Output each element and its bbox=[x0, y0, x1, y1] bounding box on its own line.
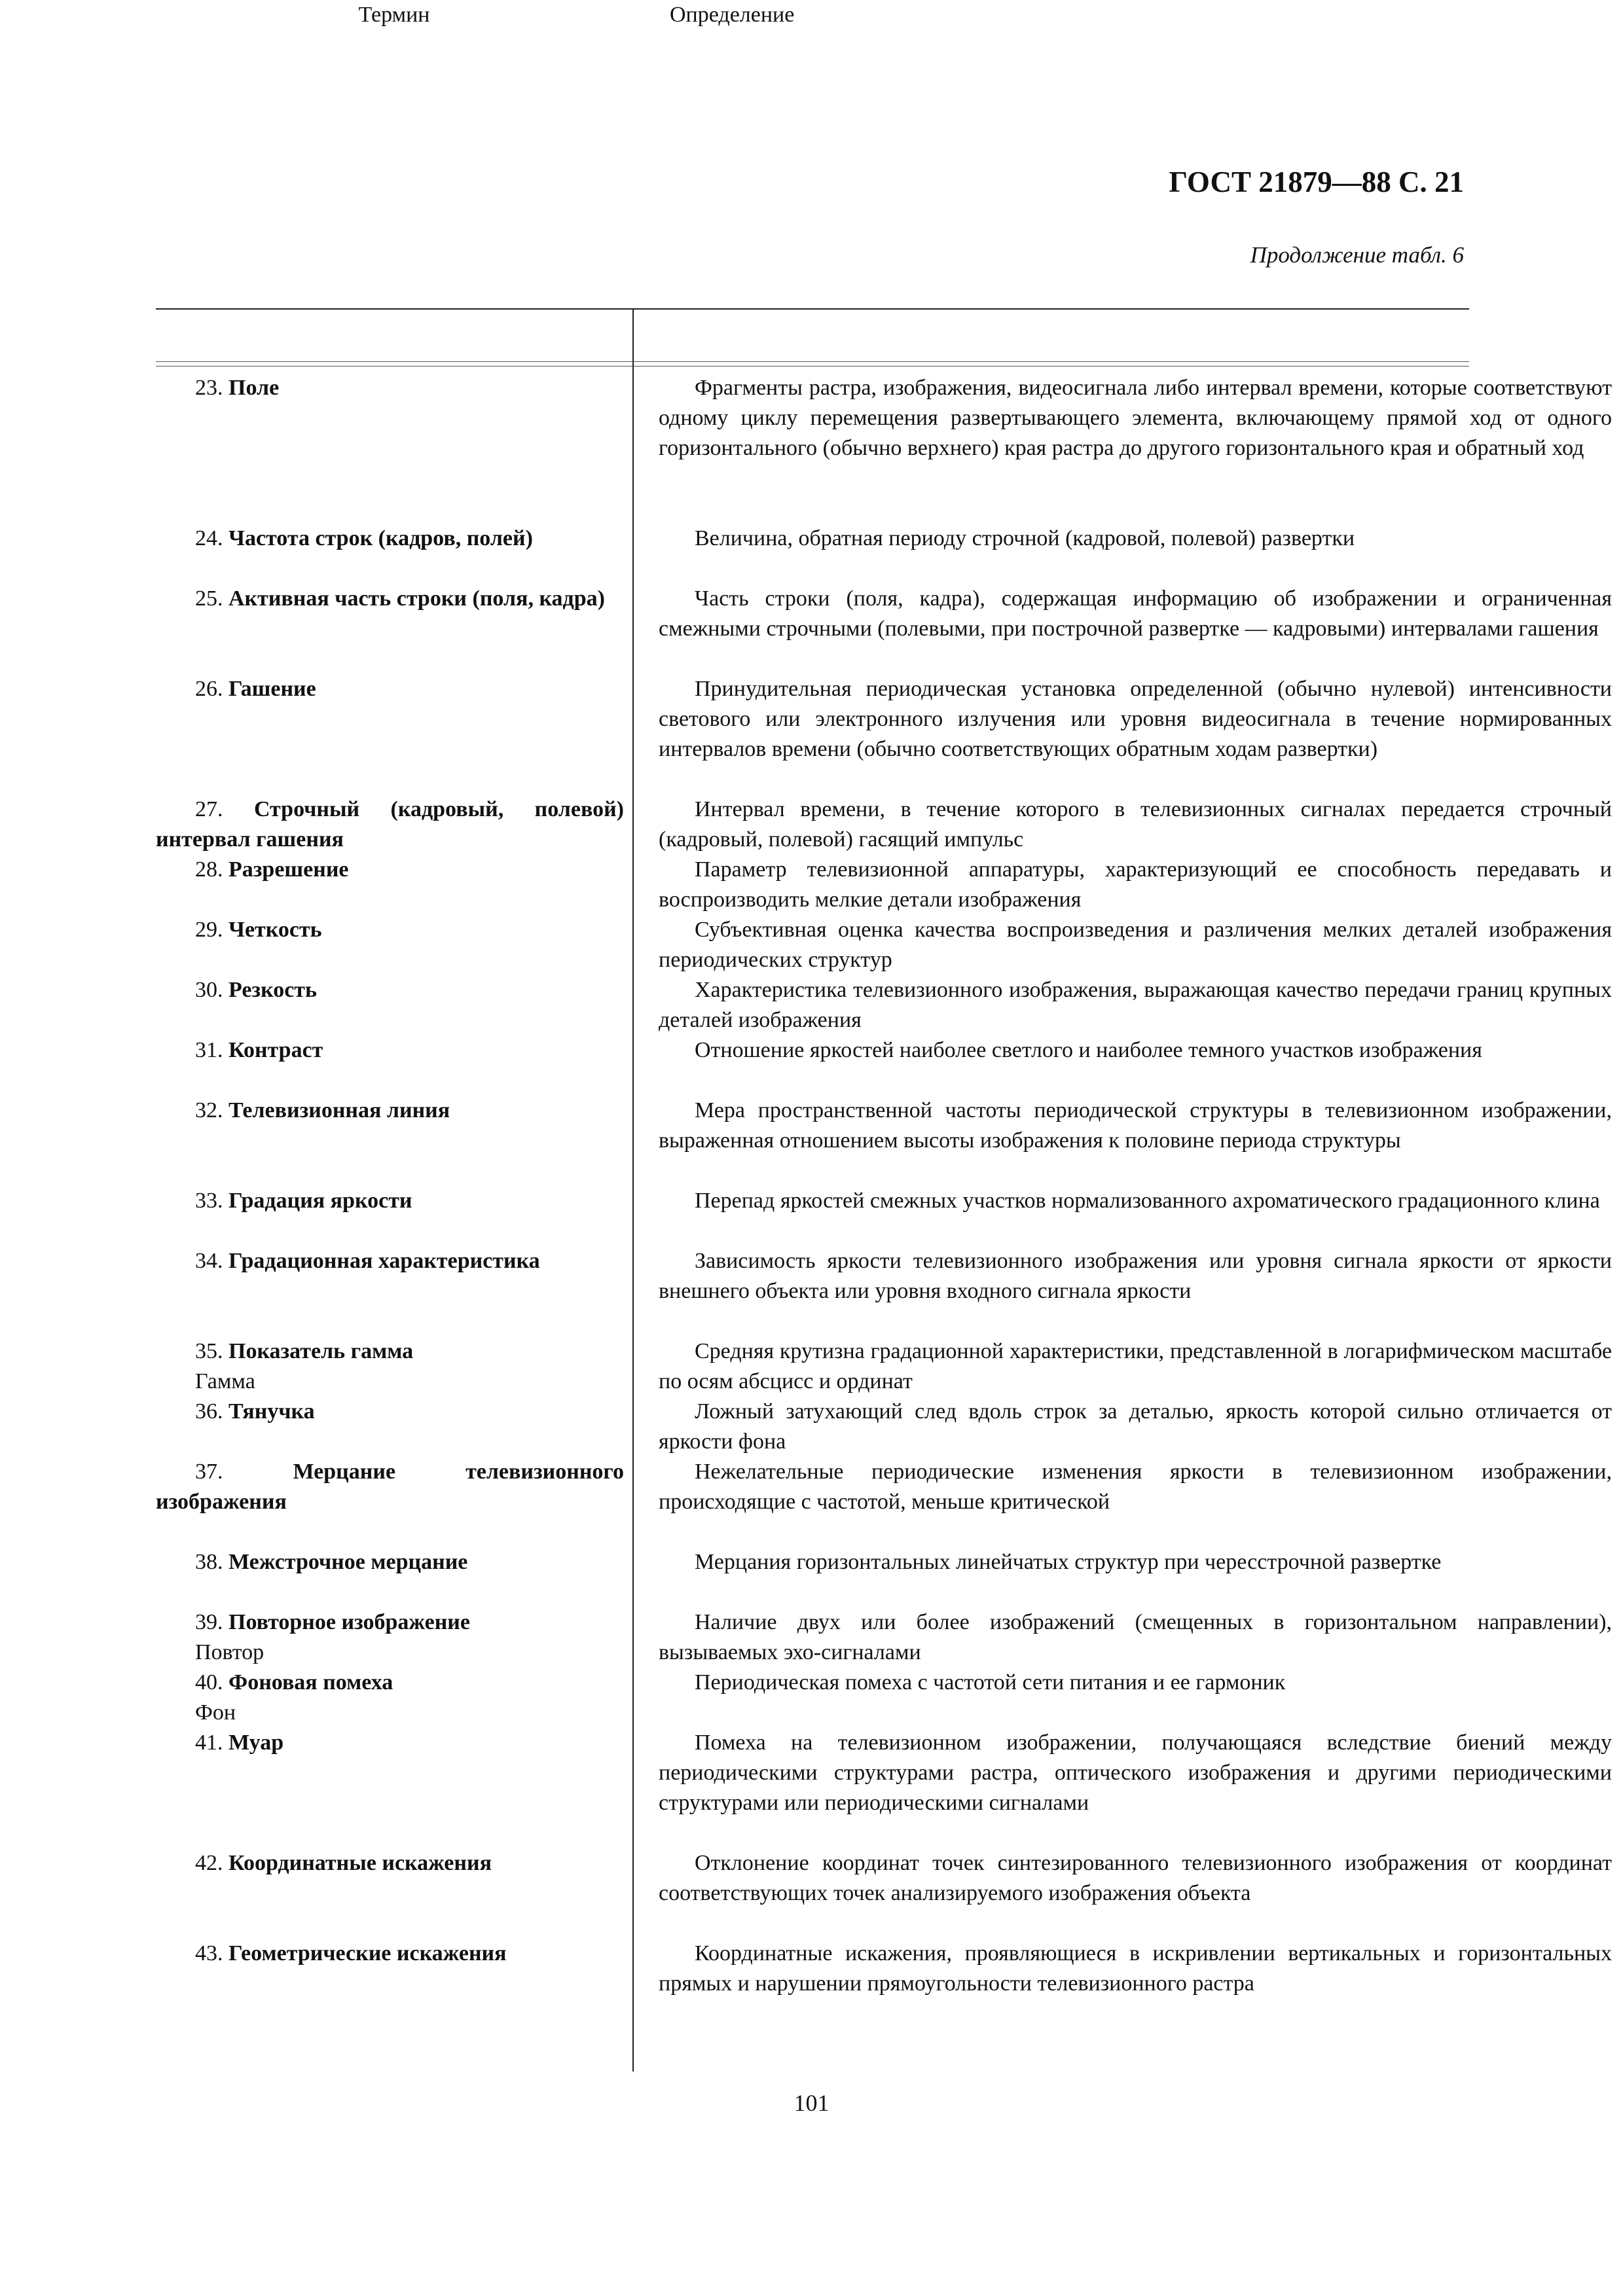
term-name: Четкость bbox=[228, 918, 322, 942]
term-number: 40. bbox=[195, 1670, 223, 1695]
definition-cell: Отношение яркостей наиболее светлого и наиболее темного участков изображения bbox=[695, 1038, 1482, 1062]
term-number: 28. bbox=[195, 857, 223, 882]
table-header-rule bbox=[156, 361, 1469, 362]
term-number: 34. bbox=[195, 1249, 223, 1273]
table-row bbox=[156, 1246, 1612, 1336]
term-name: Повторное изображение bbox=[228, 1610, 470, 1634]
term-name: Геометрические искажения bbox=[228, 1941, 507, 1965]
term-number: 29. bbox=[195, 918, 223, 942]
term-cell bbox=[156, 373, 624, 403]
table-row bbox=[156, 1939, 1612, 2029]
term-name: Фоновая помеха bbox=[228, 1670, 393, 1695]
term-cell bbox=[156, 975, 624, 1005]
term-name: Разрешение bbox=[228, 857, 349, 882]
table-row bbox=[156, 1457, 1612, 1547]
term-cell bbox=[156, 1728, 624, 1758]
table-row bbox=[156, 1397, 1612, 1457]
term-cell bbox=[156, 1397, 624, 1427]
term-synonym: Гамма bbox=[195, 1369, 255, 1393]
term-number: 23. bbox=[195, 376, 223, 400]
term-cell bbox=[156, 1939, 624, 1969]
table-row bbox=[156, 1096, 1612, 1186]
table-top-rule bbox=[156, 308, 1469, 310]
term-number: 33. bbox=[195, 1189, 223, 1213]
term-cell bbox=[156, 1607, 624, 1668]
definition-cell: Помеха на телевизионном изображении, получающаяся вследствие биений между периодическими структурами растра, оптического изображения и другими периодическими структурами или периодическими сигналами bbox=[659, 1731, 1612, 1815]
term-cell bbox=[156, 1336, 624, 1397]
term-name: Межстрочное мерцание bbox=[228, 1550, 468, 1574]
table-row bbox=[156, 915, 1612, 975]
term-number: 35. bbox=[195, 1339, 223, 1363]
term-cell bbox=[156, 1096, 624, 1126]
definition-cell: Величина, обратная периоду строчной (кадровой, полевой) развертки bbox=[695, 526, 1355, 550]
term-name: Тянучка bbox=[228, 1399, 315, 1424]
table-row bbox=[156, 1336, 1612, 1397]
term-number: 30. bbox=[195, 978, 223, 1002]
table-row bbox=[156, 524, 1469, 584]
term-cell bbox=[156, 1246, 624, 1276]
table-row bbox=[156, 1035, 1482, 1096]
definition-cell: Ложный затухающий след вдоль строк за деталью, яркость которой сильно отличается от яркости фона bbox=[659, 1399, 1612, 1454]
term-cell bbox=[156, 1035, 624, 1066]
term-cell bbox=[156, 524, 624, 554]
term-number: 27. bbox=[195, 797, 223, 821]
table-row bbox=[156, 674, 1612, 795]
column-header-definition: Определение bbox=[670, 3, 795, 27]
definition-cell: Мера пространственной частоты периодической структуры в телевизионном изображении, выраженная отношением высоты изображения к половине периода структуры bbox=[659, 1098, 1612, 1153]
term-name: Муар bbox=[228, 1731, 284, 1755]
definition-cell: Наличие двух или более изображений (смещенных в горизонтальном направлении), вызываемых эхо-сигналами bbox=[659, 1610, 1612, 1664]
term-number: 42. bbox=[195, 1851, 223, 1875]
table-header-rule-double bbox=[156, 366, 1469, 367]
definition-cell: Часть строки (поля, кадра), содержащая информацию об изображении и ограниченная смежными строчными (полевыми, при построчной развертке — кадровыми) интервалами гашения bbox=[659, 586, 1612, 641]
term-name: Частота строк (кадров, полей) bbox=[228, 526, 533, 550]
definition-cell: Средняя крутизна градационной характеристики, представленной в логарифмическом масштабе по осям абсцисс и ординат bbox=[659, 1339, 1612, 1393]
term-name: Градация яркости bbox=[228, 1189, 412, 1213]
definition-cell: Перепад яркостей смежных участков нормализованного ахроматического градационного клина bbox=[695, 1189, 1600, 1213]
term-number: 31. bbox=[195, 1038, 223, 1062]
term-name: Строчный (кадровый, полевой) интервал гашения bbox=[156, 797, 625, 852]
term-cell bbox=[156, 674, 624, 704]
term-number: 32. bbox=[195, 1098, 223, 1122]
definition-cell: Фрагменты растра, изображения, видеосигнала либо интервал времени, которые соответствуют одному циклу перемещения развертывающего элемента, включающему прямой ход от одного горизонтального (обычно верхнего) края растра до другого горизонтального края и обратный ход bbox=[659, 376, 1612, 460]
definition-cell: Принудительная периодическая установка определенной (обычно нулевой) интенсивности светового или электронного излучения или уровня видеосигнала в течение нормированных интервалов времени (обычно соответствующих обратным ходам развертки) bbox=[659, 677, 1612, 761]
term-cell bbox=[156, 1668, 624, 1728]
term-cell bbox=[156, 1457, 624, 1517]
term-number: 25. bbox=[195, 586, 223, 611]
term-name: Активная часть строки (поля, кадра) bbox=[228, 586, 605, 611]
term-name: Мерцание телевизионного изображения bbox=[156, 1460, 624, 1514]
document-code: ГОСТ 21879—88 С. 21 bbox=[1169, 166, 1464, 198]
term-name: Показатель гамма bbox=[228, 1339, 414, 1363]
definition-cell: Координатные искажения, проявляющиеся в искривлении вертикальных и горизонтальных прямых и нарушении прямоугольности телевизионного растра bbox=[659, 1941, 1612, 1996]
term-number: 26. bbox=[195, 677, 223, 701]
page-number: 101 bbox=[793, 2090, 830, 2116]
term-cell bbox=[156, 1547, 624, 1577]
table-row bbox=[156, 855, 1612, 915]
definition-cell: Интервал времени, в течение которого в телевизионных сигналах передается строчный (кадровый, полевой) гасящий импульс bbox=[659, 797, 1612, 852]
column-header-term: Термин bbox=[358, 3, 430, 27]
definition-cell: Субъективная оценка качества воспроизведения и различения мелких деталей изображения периодических структур bbox=[659, 918, 1612, 972]
table-row bbox=[156, 1848, 1612, 1939]
terms-table bbox=[156, 373, 1612, 2029]
term-number: 24. bbox=[195, 526, 223, 550]
table-row bbox=[156, 1728, 1612, 1848]
table-row bbox=[156, 373, 1612, 524]
term-cell bbox=[156, 795, 624, 855]
term-synonym: Фон bbox=[195, 1700, 236, 1725]
term-name: Поле bbox=[228, 376, 280, 400]
term-number: 37. bbox=[195, 1460, 223, 1484]
term-synonym: Повтор bbox=[195, 1640, 264, 1664]
table-row bbox=[156, 1668, 1469, 1728]
term-number: 43. bbox=[195, 1941, 223, 1965]
term-name: Резкость bbox=[228, 978, 317, 1002]
table-row bbox=[156, 1547, 1469, 1607]
term-name: Телевизионная линия bbox=[228, 1098, 450, 1122]
definition-cell: Периодическая помеха с частотой сети питания и ее гармоник bbox=[695, 1670, 1286, 1695]
term-name: Контраст bbox=[228, 1038, 323, 1062]
definition-cell: Отклонение координат точек синтезированного телевизионного изображения от координат соответствующих точек анализируемого изображения объекта bbox=[659, 1851, 1612, 1905]
term-cell bbox=[156, 1848, 624, 1878]
term-number: 38. bbox=[195, 1550, 223, 1574]
table-row bbox=[156, 1607, 1612, 1668]
definition-cell: Характеристика телевизионного изображения, выражающая качество передачи границ крупных деталей изображения bbox=[659, 978, 1612, 1032]
definition-cell: Параметр телевизионной аппаратуры, характеризующий ее способность передавать и воспроизводить мелкие детали изображения bbox=[659, 857, 1612, 912]
definition-cell: Нежелательные периодические изменения яркости в телевизионном изображении, происходящие с частотой, меньше критической bbox=[659, 1460, 1612, 1514]
table-continuation-note: Продолжение табл. 6 bbox=[1250, 242, 1464, 268]
term-number: 41. bbox=[195, 1731, 223, 1755]
term-name: Гашение bbox=[228, 677, 316, 701]
term-number: 39. bbox=[195, 1610, 223, 1634]
term-cell bbox=[156, 1186, 624, 1216]
definition-cell: Зависимость яркости телевизионного изображения или уровня сигнала яркости от яркости внешнего объекта или уровня входного сигнала яркости bbox=[659, 1249, 1612, 1303]
table-row bbox=[156, 795, 1612, 855]
term-cell bbox=[156, 855, 624, 885]
term-cell bbox=[156, 584, 624, 614]
term-cell bbox=[156, 915, 624, 945]
table-row bbox=[156, 1186, 1600, 1246]
term-name: Градационная характеристика bbox=[228, 1249, 540, 1273]
term-number: 36. bbox=[195, 1399, 223, 1424]
definition-cell: Мерцания горизонтальных линейчатых структур при чересстрочной развертке bbox=[695, 1550, 1442, 1574]
term-name: Координатные искажения bbox=[228, 1851, 492, 1875]
table-row bbox=[156, 584, 1612, 674]
table-row bbox=[156, 975, 1612, 1035]
